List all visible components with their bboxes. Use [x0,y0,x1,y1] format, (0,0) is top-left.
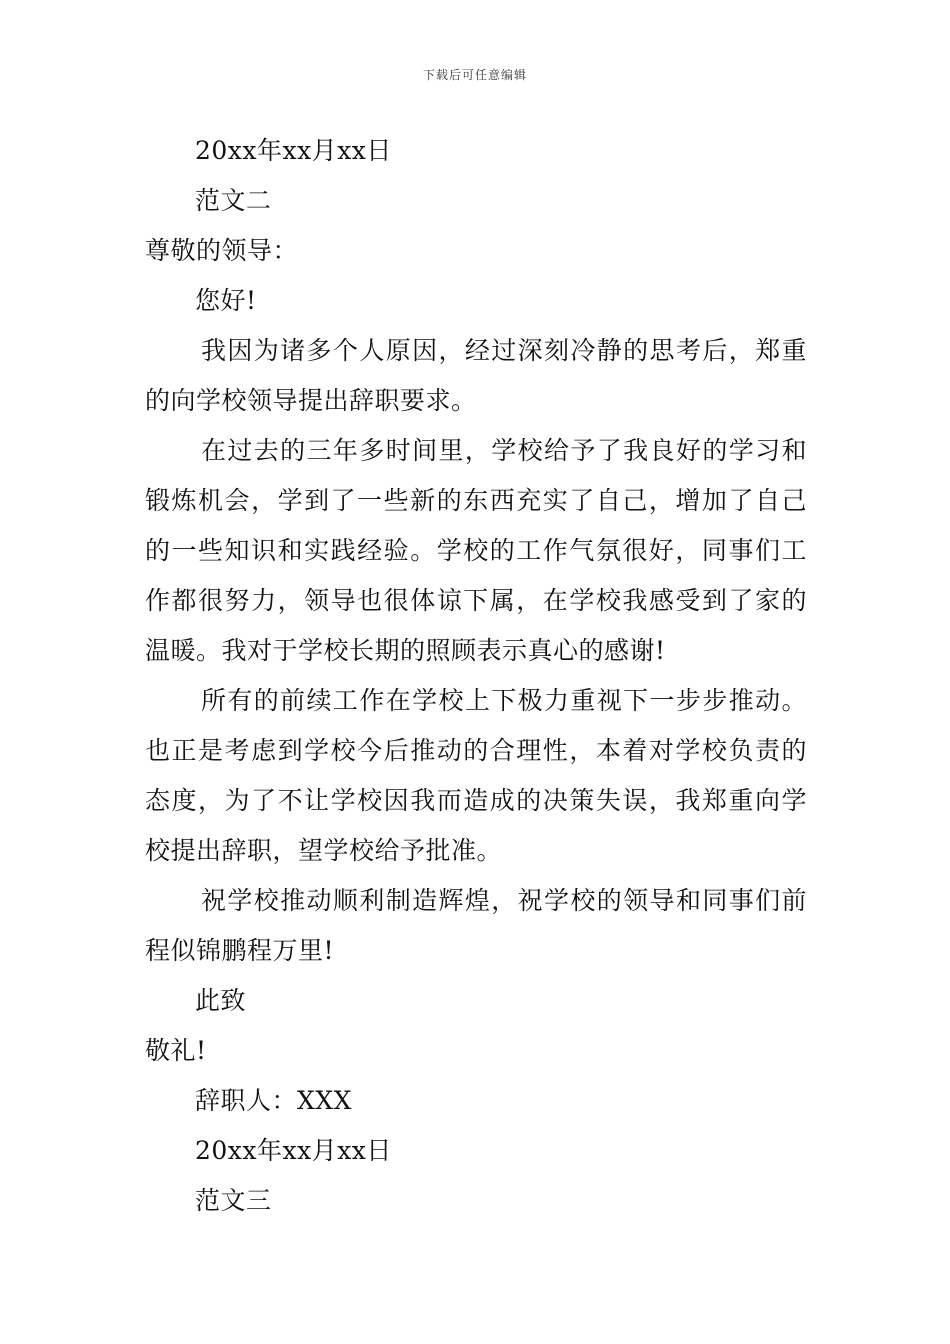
closing-salute: 敬礼! [145,1036,207,1065]
paragraph-reason: 我因为诸多个人原因，经过深刻冷静的思考后，郑重的向学校领导提出辞职要求。 [145,336,807,415]
paragraph-gratitude: 在过去的三年多时间里，学校给予了我良好的学习和锻炼机会，学到了一些新的东西充实了自己，增加了自己的一些知识和实践经验。学校的工作气氛很好，同事们工作都很努力，领导也很体谅下属，在学校我感受到了家的温暖。我对于学校长期的照顾表示真心的感谢! [145,436,807,665]
letter-body [145,126,807,1226]
sample-title-2: 范文二 [195,186,272,215]
paragraph-wishes: 祝学校推动顺利制造辉煌，祝学校的领导和同事们前程似锦鹏程万里! [145,886,807,965]
greeting: 您好! [195,286,257,315]
salutation: 尊敬的领导： [145,236,299,265]
date-bottom: 20xx年xx月xx日 [195,1136,392,1165]
sample-title-3: 范文三 [195,1186,272,1215]
closing-respect: 此致 [195,986,247,1015]
date-top: 20xx年xx月xx日 [195,136,392,165]
signer: 辞职人：XXX [195,1086,352,1115]
header-note: 下载后可任意编辑 [422,68,527,82]
paragraph-request: 所有的前续工作在学校上下极力重视下一步步推动。也正是考虑到学校今后推动的合理性，本着对学校负责的态度，为了不让学校因我而造成的决策失误，我郑重向学校提出辞职，望学校给予批准。 [145,686,807,865]
